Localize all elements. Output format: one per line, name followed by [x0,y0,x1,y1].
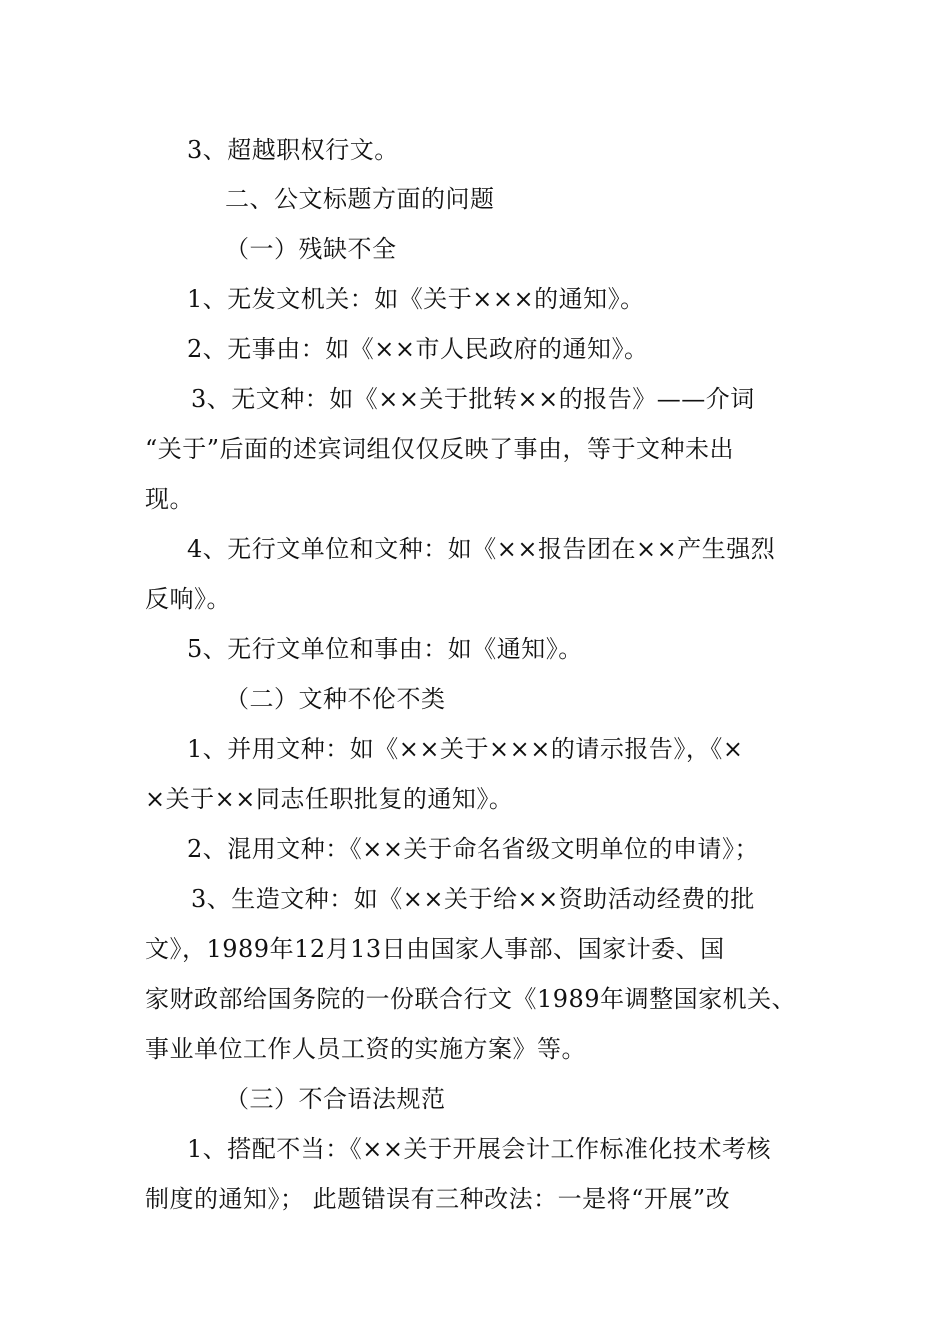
paragraph-line: 2、无事由：如《××市人民政府的通知》。 [187,335,649,363]
paragraph-line: 2、混用文种：《××关于命名省级文明单位的申请》； [187,835,759,863]
paragraph-line: 3、无文种：如《××关于批转××的报告》——介词 [191,385,755,413]
paragraph-line: 1、搭配不当：《××关于开展会计工作标准化技术考核 [187,1135,771,1163]
paragraph-line: 1、无发文机关：如《关于×××的通知》。 [187,285,645,313]
section-heading: 二、公文标题方面的问题 [225,185,495,213]
paragraph-line: 文》，1989年12月13日由国家人事部、国家计委、国 [145,935,725,963]
subsection-heading: （一）残缺不全 [225,235,397,263]
paragraph-line: 4、无行文单位和文种：如《××报告团在××产生强烈 [187,535,776,563]
subsection-heading: （三）不合语法规范 [225,1085,446,1113]
paragraph-line: 3、生造文种：如《××关于给××资助活动经费的批 [191,885,755,913]
paragraph-line: 事业单位工作人员工资的实施方案》等。 [145,1035,586,1063]
subsection-heading: （二）文种不伦不类 [225,685,446,713]
paragraph-line: “关于”后面的述宾词组仅仅反映了事由，等于文种未出 [145,435,735,463]
paragraph-line: 1、并用文种：如《××关于×××的请示报告》，《× [187,735,744,763]
paragraph-line: 现。 [145,485,194,513]
paragraph-line: 制度的通知》； 此题错误有三种改法：一是将“开展”改 [145,1185,731,1213]
paragraph-line: ×关于××同志任职批复的通知》。 [145,785,514,813]
paragraph-line: 5、无行文单位和事由：如《通知》。 [187,635,583,663]
paragraph-line: 反响》。 [145,585,231,613]
paragraph-line: 3、超越职权行文。 [187,136,399,164]
paragraph-line: 家财政部给国务院的一份联合行文《1989年调整国家机关、 [145,985,797,1013]
